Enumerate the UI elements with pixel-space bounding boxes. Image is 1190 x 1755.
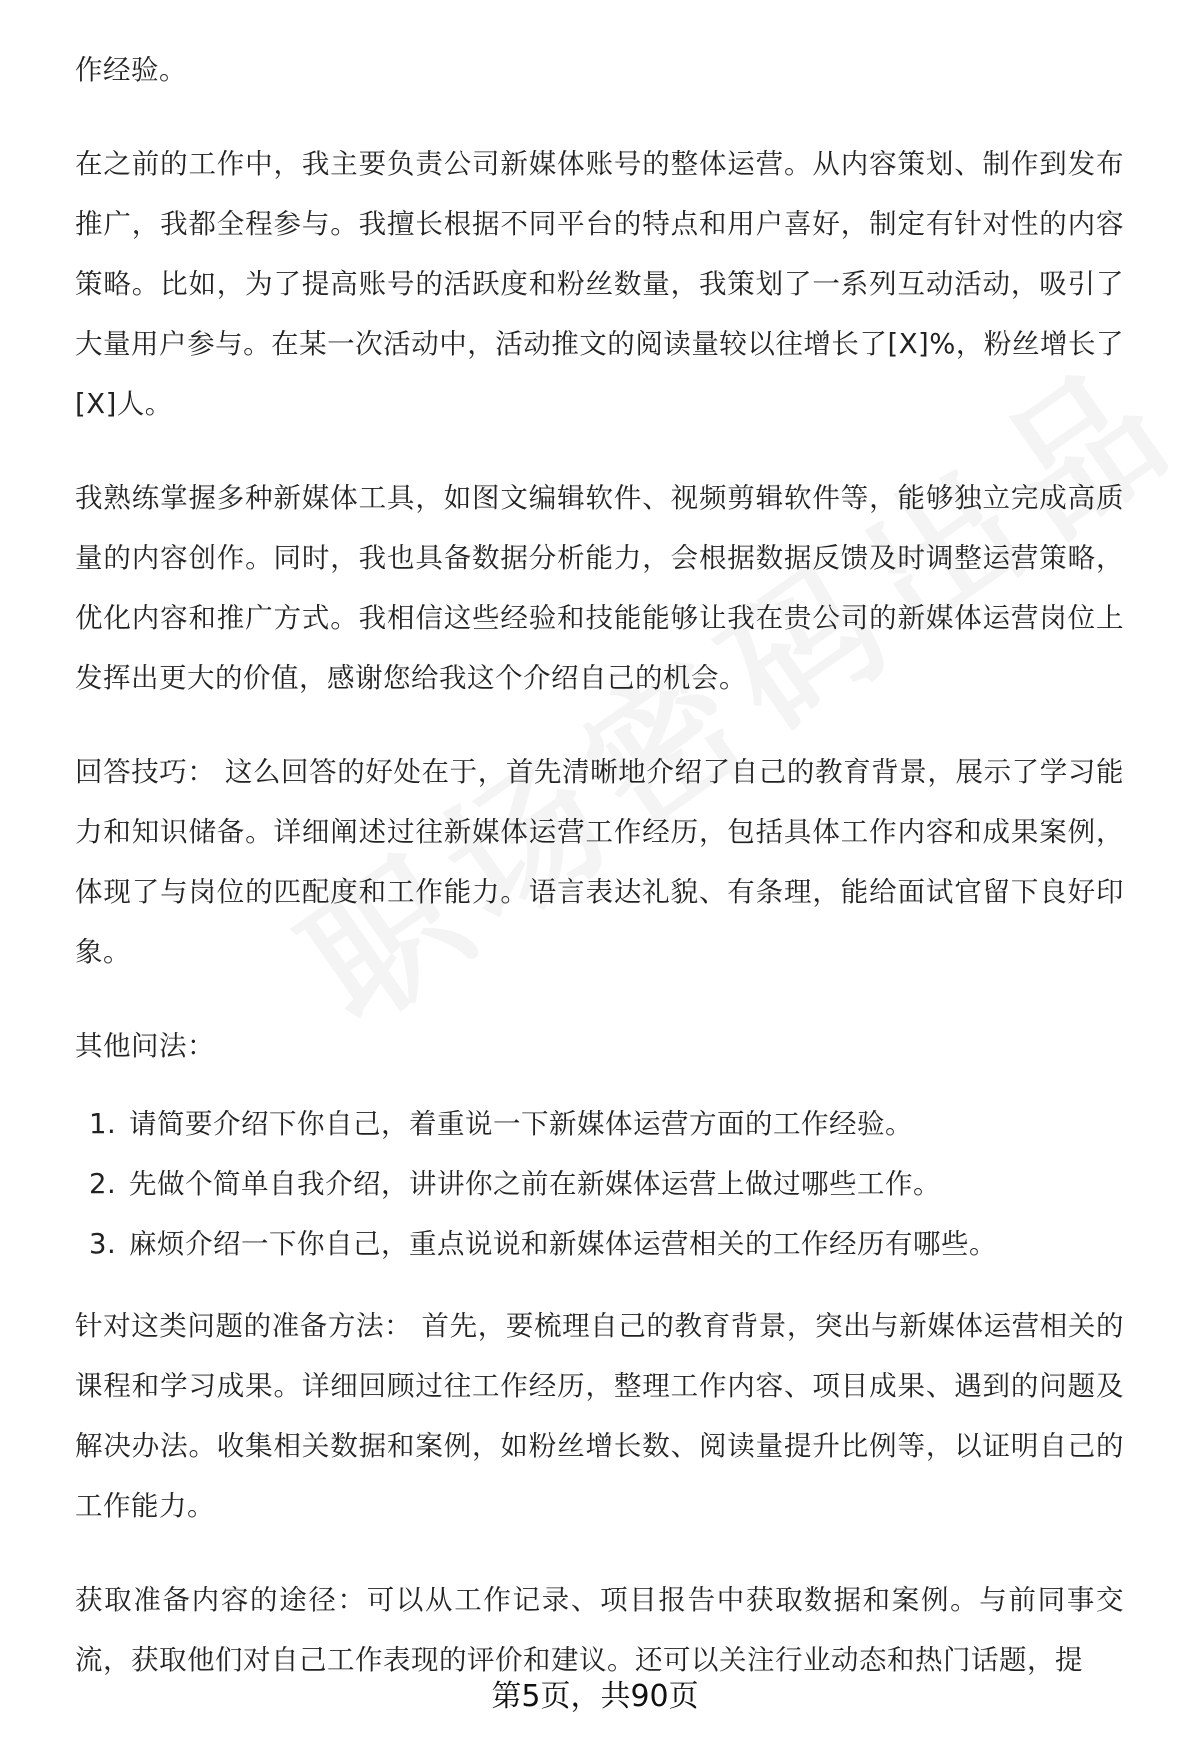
list-item-text: 先做个简单自我介绍，讲讲你之前在新媒体运营上做过哪些工作。 xyxy=(129,1168,941,1200)
list-item xyxy=(89,1094,1124,1154)
paragraph-continuation: 作经验。 xyxy=(75,54,187,86)
paragraph-gap xyxy=(75,434,1124,468)
list-item xyxy=(89,1154,1124,1214)
paragraph-gap xyxy=(75,1274,1124,1296)
paragraph-preparation-method: 针对这类问题的准备方法： 首先，要梳理自己的教育背景，突出与新媒体运营相关的课程和学习成果。详细回顾过往工作经历，整理工作内容、项目成果、遇到的问题及解决办法。收集相关数据和案例，如粉丝增长数、阅读量提升比例等，以证明自己的工作能力。 xyxy=(75,1310,1124,1522)
paragraph-gap xyxy=(75,708,1124,742)
list-item-number: 2. xyxy=(89,1168,117,1200)
list-item-text: 请简要介绍下你自己，着重说一下新媒体运营方面的工作经验。 xyxy=(129,1108,913,1140)
page-number-footer: 第5页，共90页 xyxy=(491,1679,699,1714)
list-item-number: 3. xyxy=(89,1228,117,1260)
paragraph-gap xyxy=(75,100,1124,134)
paragraph-other-questions-heading: 其他问法： xyxy=(75,1030,215,1062)
paragraph-skills: 我熟练掌握多种新媒体工具，如图文编辑软件、视频剪辑软件等，能够独立完成高质量的内容创作。同时，我也具备数据分析能力，会根据数据反馈及时调整运营策略，优化内容和推广方式。我相信这些经验和技能能够让我在贵公司的新媒体运营岗位上发挥出更大的价值，感谢您给我这个介绍自己的机会。 xyxy=(75,482,1124,694)
paragraph-work-experience: 在之前的工作中，我主要负责公司新媒体账号的整体运营。从内容策划、制作到发布推广，我都全程参与。我擅长根据不同平台的特点和用户喜好，制定有针对性的内容策略。比如，为了提高账号的活跃度和粉丝数量，我策划了一系列互动活动，吸引了大量用户参与。在某一次活动中，活动推文的阅读量较以往增长了[X]%，粉丝增长了[X]人。 xyxy=(75,148,1124,420)
list-item xyxy=(89,1214,1124,1274)
paragraph-preparation-sources: 获取准备内容的途径：可以从工作记录、项目报告中获取数据和案例。与前同事交流，获取他们对自己工作表现的评价和建议。还可以关注行业动态和热门话题，提 xyxy=(75,1584,1124,1676)
paragraph-gap xyxy=(75,1536,1124,1570)
list-item-text: 麻烦介绍一下你自己，重点说说和新媒体运营相关的工作经历有哪些。 xyxy=(129,1228,997,1260)
paragraph-gap xyxy=(75,1076,1124,1094)
paragraph-answer-tips: 回答技巧： 这么回答的好处在于，首先清晰地介绍了自己的教育背景，展示了学习能力和知识储备。详细阐述过往新媒体运营工作经历，包括具体工作内容和成果案例，体现了与岗位的匹配度和工作能力。语言表达礼貌、有条理，能给面试官留下良好印象。 xyxy=(75,756,1124,968)
list-item-number: 1. xyxy=(89,1108,117,1140)
alternative-questions-list xyxy=(75,1094,1124,1274)
paragraph-gap xyxy=(75,982,1124,1016)
